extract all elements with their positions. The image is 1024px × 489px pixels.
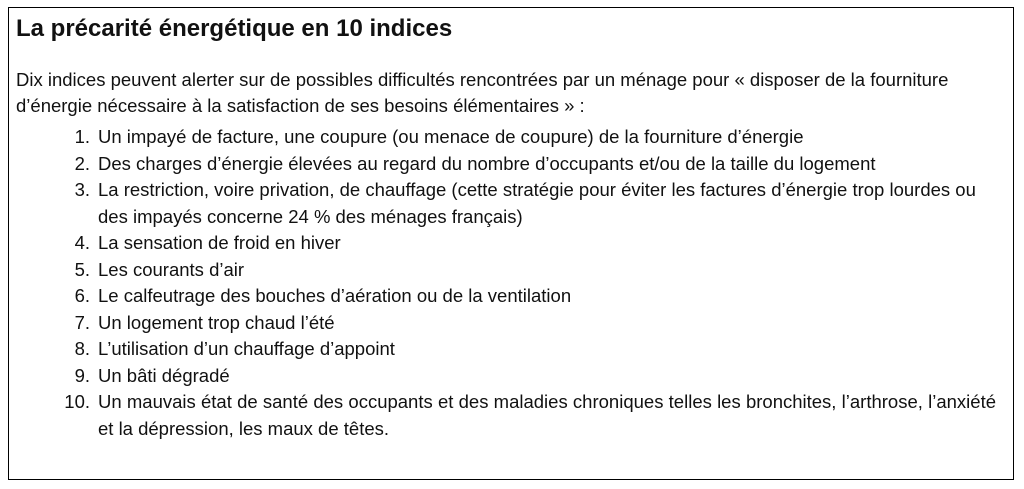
list-item-text: Un logement trop chaud l’été xyxy=(98,311,335,333)
list-item-number: 4. xyxy=(74,232,90,253)
list-item-number: 7. xyxy=(74,311,90,333)
list-item-text: L’utilisation d’un chauffage d’appoint xyxy=(98,338,395,359)
list-item xyxy=(16,177,996,230)
list-item xyxy=(16,124,996,151)
list-item xyxy=(16,336,996,363)
list-item xyxy=(16,230,996,257)
list-item-number: 6. xyxy=(74,285,90,306)
list-item xyxy=(16,283,996,310)
list-item xyxy=(16,310,996,337)
list-item-number: 2. xyxy=(74,152,90,174)
list-item xyxy=(16,151,996,178)
list-item-text: Les courants d’air xyxy=(98,258,245,280)
list-item-number: 1. xyxy=(74,126,90,147)
list-item-text: Un bâti dégradé xyxy=(98,364,230,386)
intro-paragraph: Dix indices peuvent alerter sur de possibles difficultés rencontrées par un ménage pour « disposer de la fourniture d’énergie nécessaire à la satisfaction de ses besoins élémentaires » : xyxy=(16,69,949,116)
list-item-text: Des charges d’énergie élevées au regard du nombre d’occupants et/ou de la taille du logement xyxy=(98,152,876,174)
list-item-text: Un impayé de facture, une coupure (ou menace de coupure) de la fourniture d’énergie xyxy=(98,126,804,147)
list-item-number: 3. xyxy=(74,179,90,200)
list-item-number: 8. xyxy=(74,338,90,359)
list-item xyxy=(16,389,996,442)
list-item xyxy=(16,257,996,284)
list-item-text: Un mauvais état de santé des occupants et des maladies chroniques telles les bronchites, l’arthrose, l’anxiété et la dépression, les maux de têtes. xyxy=(98,391,996,439)
list-item-text: La restriction, voire privation, de chauffage (cette stratégie pour éviter les factures d’énergie trop lourdes ou des impayés concerne 24 % des ménages français) xyxy=(98,179,976,227)
list-item xyxy=(16,363,996,390)
indicator-list xyxy=(16,124,996,442)
list-item-number: 10. xyxy=(64,391,90,412)
box-title: La précarité énergétique en 10 indices xyxy=(16,15,453,42)
list-item-number: 5. xyxy=(74,258,90,280)
list-item-text: Le calfeutrage des bouches d’aération ou de la ventilation xyxy=(98,285,572,306)
list-item-number: 9. xyxy=(74,364,90,386)
list-item-text: La sensation de froid en hiver xyxy=(98,232,341,253)
